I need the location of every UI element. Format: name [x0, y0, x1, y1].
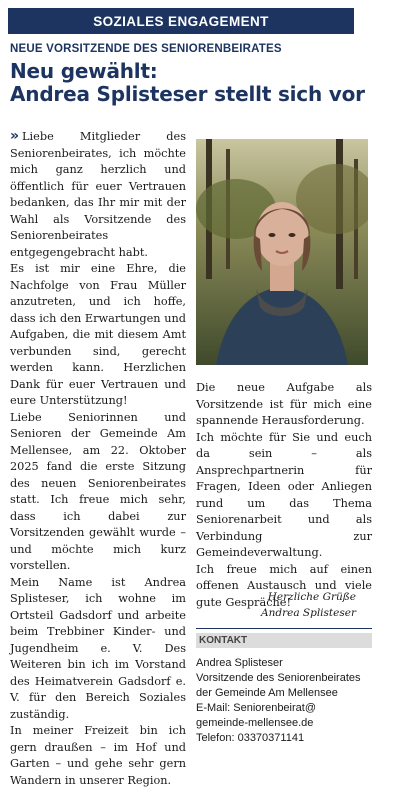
quote-mark-icon: »: [10, 128, 20, 144]
kicker: NEUE VORSITZENDE DES SENIORENBEIRATES: [10, 43, 282, 55]
contact-line: der Gemeinde Am Mellensee: [196, 687, 338, 699]
contact-line: Vorsitzende des Seniorenbeirates: [196, 672, 361, 684]
headline: [10, 60, 370, 106]
contact-heading: KONTAKT: [196, 633, 372, 648]
paragraph: Es ist mir eine Ehre, die Nachfolge von Frau Müller anzutreten, und ich hoffe, dass ich den Erwartungen und Aufgaben, die mit diesem Amt verbunden sind, gerecht werden kann. Herzlichen Dank für euer Vertrauen und eure Unterstützung!: [10, 262, 186, 407]
paragraph: Ich möchte für Sie und euch da sein – als Ansprechpartnerin für Fragen, Ideen oder Anliegen rund um das Thema Seniorenarbeit und als Verbindung zur Gemeindeverwaltung.: [196, 430, 372, 559]
paragraph: Mein Name ist Andrea Splisteser, ich wohne im Ortsteil Gadsdorf und arbeite beim Trebbiner Kinder- und Jugendheim e. V. Des Weiteren bin ich im Vorstand des Heimatverein Gadsdorf e. V. für den Bereich Soziales zuständig.: [10, 575, 186, 721]
article-column-left: [10, 128, 186, 789]
contact-line: Andrea Splisteser: [196, 657, 283, 669]
paragraph: Die neue Aufgabe als Vorsitzende ist für mich eine spannende Herausforderung.: [196, 381, 372, 427]
paragraph: Liebe Seniorinnen und Senioren der Gemeinde Am Mellensee, am 22. Oktober 2025 fand die erste Sitzung des neuen Seniorenbeirates statt. Ich freue mich sehr, dass ich dabei zur Vorsitzenden gewählt wurde – und möchte mich kurz vorstellen.: [10, 410, 186, 572]
contact-phone-line: Telefon: 03370371141: [196, 732, 305, 744]
signoff-greeting: Herzliche Grüße: [267, 591, 356, 603]
headline-line-2: Andrea Splisteser stellt sich vor: [10, 82, 365, 106]
portrait-photo: [196, 139, 368, 365]
signoff: [196, 589, 356, 621]
contact-box: [196, 628, 372, 746]
paragraph: » Liebe Mitglieder des Seniorenbeirates, ich möchte mich ganz herzlich und öffentlich für euer Vertrauen bedanken, das Ihr mir mit der Wahl als Vorsitzende des Seniorenbeirates entgegengebracht habt.: [10, 128, 186, 259]
article-column-right: [196, 380, 372, 611]
contact-details: [196, 648, 372, 746]
portrait-image: [196, 139, 368, 365]
section-title: SOZIALES ENGAGEMENT: [93, 13, 269, 29]
contact-email-line[interactable]: E-Mail: Seniorenbeirat@: [196, 702, 316, 714]
paragraph: Ich freue mich auf einen offenen Austausch und viele gute Gespräche!: [196, 562, 372, 609]
paragraph: In meiner Freizeit bin ich gern draußen – im Hof und Garten – und gehe sehr gern Wandern in unserer Region.: [10, 724, 186, 787]
signoff-name: Andrea Splisteser: [261, 607, 356, 619]
headline-line-1: Neu gewählt:: [10, 59, 158, 83]
section-header: [8, 8, 354, 34]
contact-email-line[interactable]: gemeinde-mellensee.de: [196, 717, 314, 729]
